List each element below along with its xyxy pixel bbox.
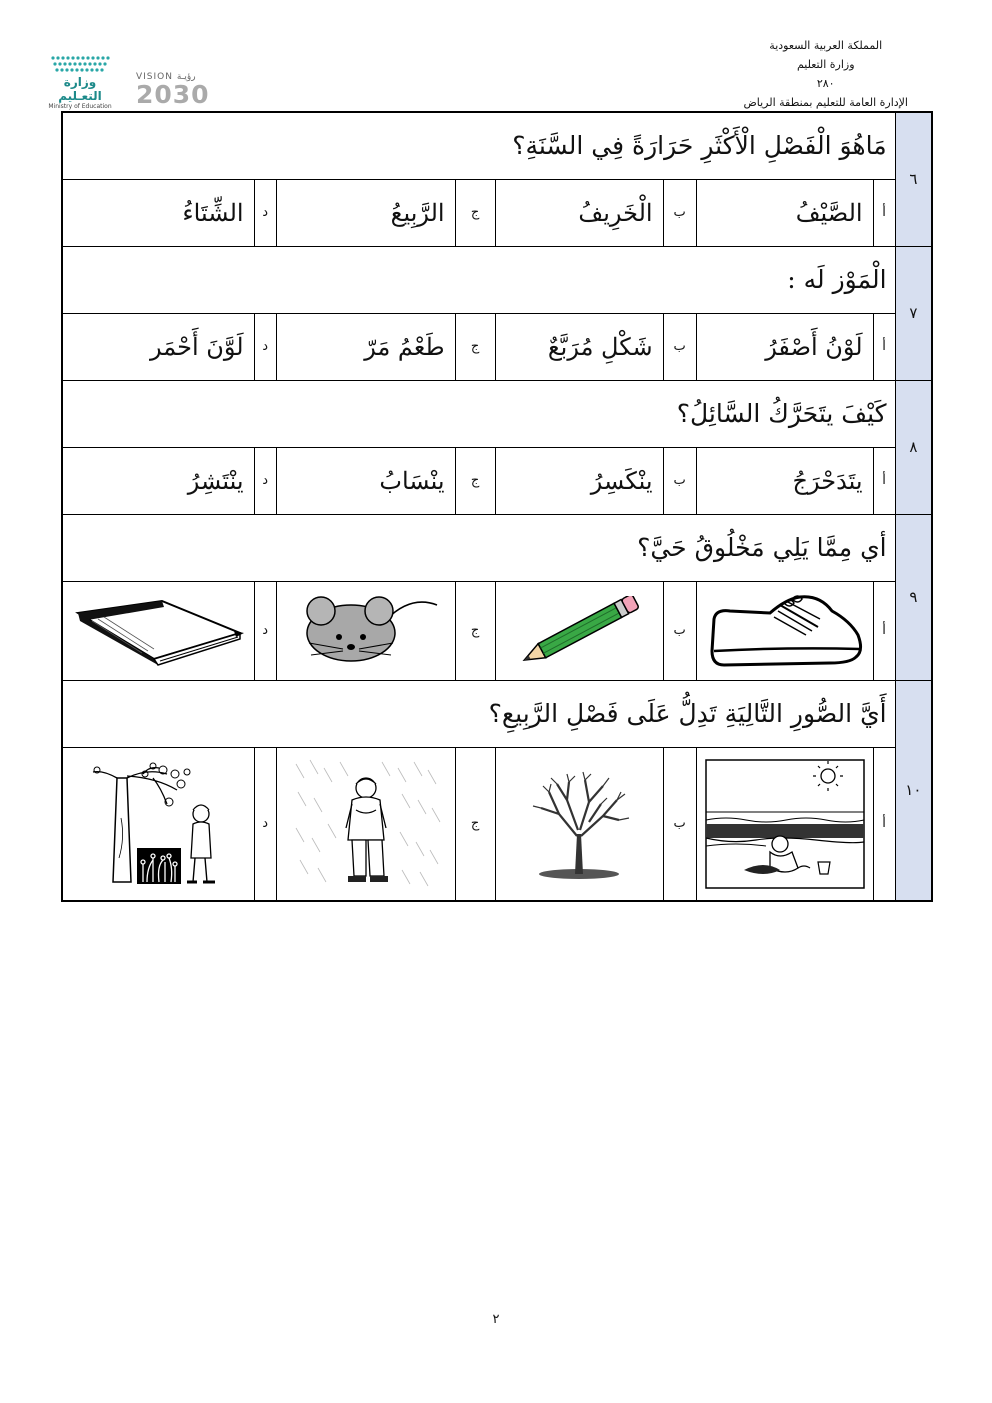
question-number: ٧ <box>895 246 932 380</box>
option-d-book[interactable] <box>62 581 254 680</box>
school-code: ٢٨٠ <box>816 77 835 90</box>
options-row <box>62 747 932 901</box>
option-a[interactable]: الصَّيْفُ <box>696 179 873 246</box>
option-letter-d: د <box>254 447 276 514</box>
options-row <box>62 447 932 514</box>
option-letter-c: ج <box>455 581 495 680</box>
question-text: أي مِمَّا يَلِي مَخْلُوقُ حَيَّ؟ <box>62 514 895 581</box>
option-letter-c: ج <box>455 313 495 380</box>
option-b[interactable]: الْخَرِيفُ <box>495 179 663 246</box>
question-text: كَيْفَ يتَحَرَّكُ السَّائِلُ؟ <box>62 380 895 447</box>
vision-year: 2030 <box>136 80 210 109</box>
option-letter-d: د <box>254 313 276 380</box>
option-letter-b: ب <box>663 179 696 246</box>
option-a[interactable]: يتَدَحْرَجُ <box>696 447 873 514</box>
department-name: الإدارة العامة للتعليم بمنطقة الرياض <box>743 96 908 109</box>
tree-flowers-boy-picture <box>83 758 233 890</box>
question-number: ٩ <box>895 514 932 680</box>
option-c[interactable]: ينْسَابُ <box>276 447 455 514</box>
page-number: ٢ <box>492 1312 500 1327</box>
question-text: أَيَّ الصُّورِ التَّالِيَةِ تَدِلُّ عَلَى فَصْلِ الرَّبِيعِ؟ <box>62 680 895 747</box>
option-letter-a: أ <box>873 447 895 514</box>
option-letter-b: ب <box>663 747 696 901</box>
mouse-icon <box>291 591 441 671</box>
option-letter-d: د <box>254 747 276 901</box>
options-row <box>62 313 932 380</box>
vision-2030-logo <box>136 72 216 110</box>
ministry-logo <box>40 54 120 110</box>
option-b[interactable]: ينْكَسِرُ <box>495 447 663 514</box>
option-letter-b: ب <box>663 581 696 680</box>
option-b-pencil[interactable] <box>495 581 663 680</box>
question-row <box>62 680 932 747</box>
ministry-name: وزارة التعليم <box>796 58 855 71</box>
options-row <box>62 179 932 246</box>
option-d[interactable]: ينْتَشِرُ <box>62 447 254 514</box>
ministry-logo-english: Ministry of Education <box>48 103 112 110</box>
question-number: ١٠ <box>895 680 932 901</box>
option-letter-b: ب <box>663 313 696 380</box>
beach-sun-picture <box>704 758 866 890</box>
shoe-icon <box>700 591 870 671</box>
document-header <box>743 36 908 112</box>
option-letter-a: أ <box>873 313 895 380</box>
vision-arabic: رؤيـة <box>176 72 196 82</box>
pencil-icon <box>509 596 649 666</box>
option-c-mouse[interactable] <box>276 581 455 680</box>
logos <box>40 54 220 110</box>
option-c[interactable]: الرَّبِيعُ <box>276 179 455 246</box>
option-a[interactable]: لَوْنُ أَصْفَرُ <box>696 313 873 380</box>
question-number: ٨ <box>895 380 932 514</box>
question-row <box>62 514 932 581</box>
option-letter-c: ج <box>455 179 495 246</box>
question-number: ٦ <box>895 112 932 246</box>
question-row <box>62 112 932 179</box>
rain-boy-picture <box>290 758 442 890</box>
option-letter-d: د <box>254 179 276 246</box>
option-c-rain-boy[interactable] <box>276 747 455 901</box>
option-d[interactable]: الشِّتَاءُ <box>62 179 254 246</box>
option-letter-b: ب <box>663 447 696 514</box>
question-text: مَاهُوَ الْفَصْلِ الْأَكْثَرِ حَرَارَةً فِي السَّنَةِ؟ <box>62 112 895 179</box>
question-row <box>62 246 932 313</box>
question-text: الْمَوْز لَه : <box>62 246 895 313</box>
option-d[interactable]: لَوَّنَ أَحْمَر <box>62 313 254 380</box>
option-letter-c: ج <box>455 747 495 901</box>
option-b[interactable]: شَكْلِ مُرَبَّعٌ <box>495 313 663 380</box>
option-letter-c: ج <box>455 447 495 514</box>
ministry-dots-icon <box>47 54 113 74</box>
exam-table <box>61 111 933 902</box>
option-letter-a: أ <box>873 581 895 680</box>
vision-label: VISION <box>136 72 173 82</box>
option-letter-a: أ <box>873 747 895 901</box>
book-icon <box>72 591 244 671</box>
option-a-beach[interactable] <box>696 747 873 901</box>
options-row <box>62 581 932 680</box>
question-row <box>62 380 932 447</box>
option-c[interactable]: طَعْمُ مَرّ <box>276 313 455 380</box>
option-letter-a: أ <box>873 179 895 246</box>
option-b-bare-tree[interactable] <box>495 747 663 901</box>
option-letter-d: د <box>254 581 276 680</box>
kingdom-name: المملكة العربية السعودية <box>769 39 883 52</box>
ministry-logo-arabic: وزارة التعـليم <box>58 75 102 103</box>
option-d-tree-flowers[interactable] <box>62 747 254 901</box>
bare-tree-picture <box>519 764 639 884</box>
option-a-shoe[interactable] <box>696 581 873 680</box>
